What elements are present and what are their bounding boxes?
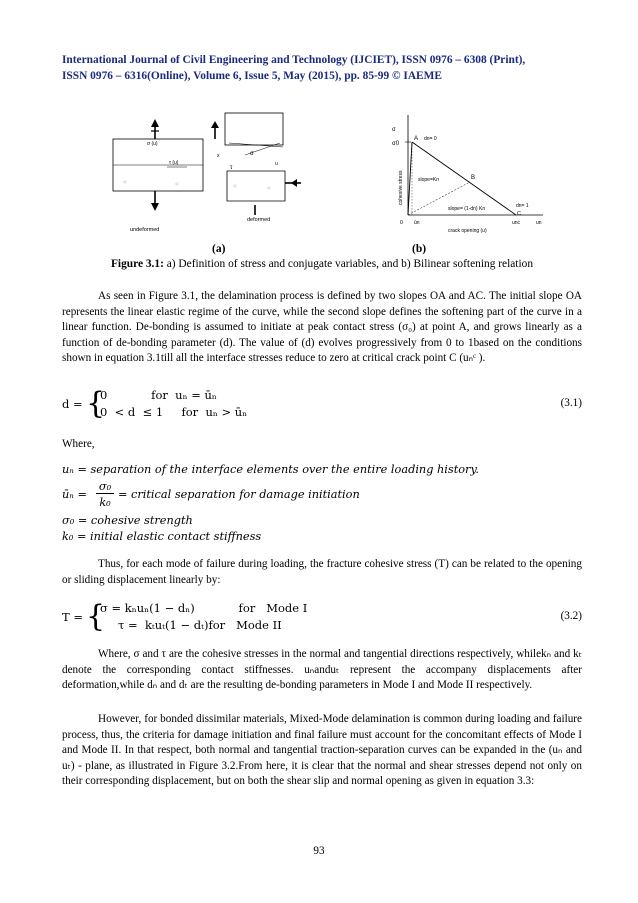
eq32-row2: τ = kₜuₜ(1 − dₜ)for Mode II: [118, 618, 282, 632]
eq32-lhs: T =: [62, 610, 83, 624]
paragraph-1: As seen in Figure 3.1, the delamination process is defined by two slopes OA and AC. The initial slope OA represents the linear elastic regime of the curve, while the second slope defines the softening part of the curve in a linear function. De-bonding is assumed to initiate at peak contact stress (σ₀) at point A, and grows linearly as a function of de-bonding parameter (d). The value of (d) evolves progressively from 0 to 1based on the conditions shown in equation 3.1till all the interface stresses reduce to zero at critical crack point C (uₙᶜ ).: [62, 290, 582, 364]
undeformed-label: undeformed: [130, 227, 160, 233]
def2-numerator: σ₀: [96, 480, 114, 494]
paragraph-2: Thus, for each mode of failure during loading, the fracture cohesive stress (T) can be related to the opening or sliding displacement linearly by:: [62, 558, 582, 586]
eq32-row1: σ = kₙuₙ(1 − dₙ) for Mode I: [100, 601, 308, 615]
sigma-u-label: σ (u): [147, 141, 158, 147]
definition-sigma0: σ₀ = cohesive strength: [62, 514, 193, 527]
def2-lhs: ūₙ =: [62, 488, 87, 501]
journal-header: [62, 52, 582, 84]
figure-b-label: (b): [412, 243, 427, 255]
svg-text:◁: ◁: [175, 181, 179, 186]
definition-k0: k₀ = initial elastic contact stiffness: [62, 530, 262, 543]
slope-dn-label: slope= (1-dn) Kn: [448, 206, 486, 212]
eq32-number: (3.2): [560, 610, 582, 622]
sigma0-label: σ0: [392, 141, 400, 147]
un-axis-label: un: [536, 220, 542, 226]
eq31-row1: 0 for uₙ = ūₙ: [100, 388, 217, 402]
x-label: x: [217, 153, 220, 159]
page-number: 93: [313, 845, 325, 857]
eq31-row2: 0 < d ≤ 1 for uₙ > ūₙ: [100, 405, 248, 419]
figure-b-bilinear-chart: [378, 95, 553, 240]
point-a-label: A: [414, 136, 419, 142]
cohesive-stress-label: cohesive stress: [398, 170, 404, 205]
dn0-label: dn= 0: [424, 136, 437, 142]
svg-text:◁: ◁: [267, 185, 271, 190]
where-label: Where,: [62, 438, 95, 450]
un-bar-label: ūn: [414, 220, 420, 226]
caption-title: Figure 3.1:: [110, 258, 164, 270]
header-line-1: International Journal of Civil Engineering and Technology (IJCIET), ISSN 0976 – 6308 (Print),: [62, 54, 526, 66]
dn1-label: dn= 1: [516, 203, 529, 209]
eq31-lhs: d =: [62, 397, 83, 411]
crack-opening-label: crack opening (u): [448, 228, 487, 234]
caption-text: a) Definition of stress and conjugate variables, and b) Bilinear softening relation: [163, 258, 534, 270]
point-b-label: B: [471, 175, 476, 181]
unc-label: unc: [512, 220, 521, 226]
header-line-2: ISSN 0976 – 6316(Online), Volume 6, Issue 5, May (2015), pp. 85-99 © IAEME: [62, 70, 443, 82]
definition-un: uₙ = separation of the interface elements over the entire loading history.: [62, 463, 479, 476]
deformed-label: deformed: [247, 217, 271, 223]
point-c-label: C: [517, 211, 521, 217]
slope-kn-label: slope=Kn: [418, 177, 439, 183]
paragraph-4: However, for bonded dissimilar materials, Mixed-Mode delamination is common during loading and failure process, thus, the criteria for damage initiation and final failure must account for the concomitant effects of Mode I and Mode II. In that respect, both normal and tangential traction-separation curves can be expanded in the (uₙ and uₜ) - plane, as illustrated in Figure 3.2.From here, it is clear that the normal and shear stresses depend not only on their corresponding displacement, but on both the shear slip and normal opening as given in equation 3.3:: [62, 713, 582, 787]
svg-text:◁: ◁: [123, 179, 127, 184]
u-label: u: [275, 161, 278, 167]
origin-label: 0: [400, 220, 403, 226]
definition-un-bar: [62, 480, 462, 514]
svg-text:◁: ◁: [233, 183, 237, 188]
figure-a-label: (a): [212, 243, 226, 255]
tau-u-label: τ (u): [169, 160, 179, 166]
figure-caption: [62, 258, 582, 270]
sigma-axis-label: σ: [392, 127, 396, 133]
def2-denominator: k₀: [99, 496, 111, 509]
tau-label: τ: [230, 165, 233, 171]
eq31-number: (3.1): [560, 397, 582, 409]
sigma-label: σ: [250, 151, 254, 157]
figure-a-diagram: [105, 95, 305, 240]
paragraph-3: Where, σ and τ are the cohesive stresses in the normal and tangential directions respectively, whilekₙ and kₜ denote the corresponding contact stiffnesses. uₙanduₜ represent the accompany displacements after deformation,while dₙ and dₜ are the resulting de-bonding parameters in Mode I and Mode II respectively.: [62, 648, 582, 691]
def2-rhs: = critical separation for damage initiation: [118, 488, 360, 501]
